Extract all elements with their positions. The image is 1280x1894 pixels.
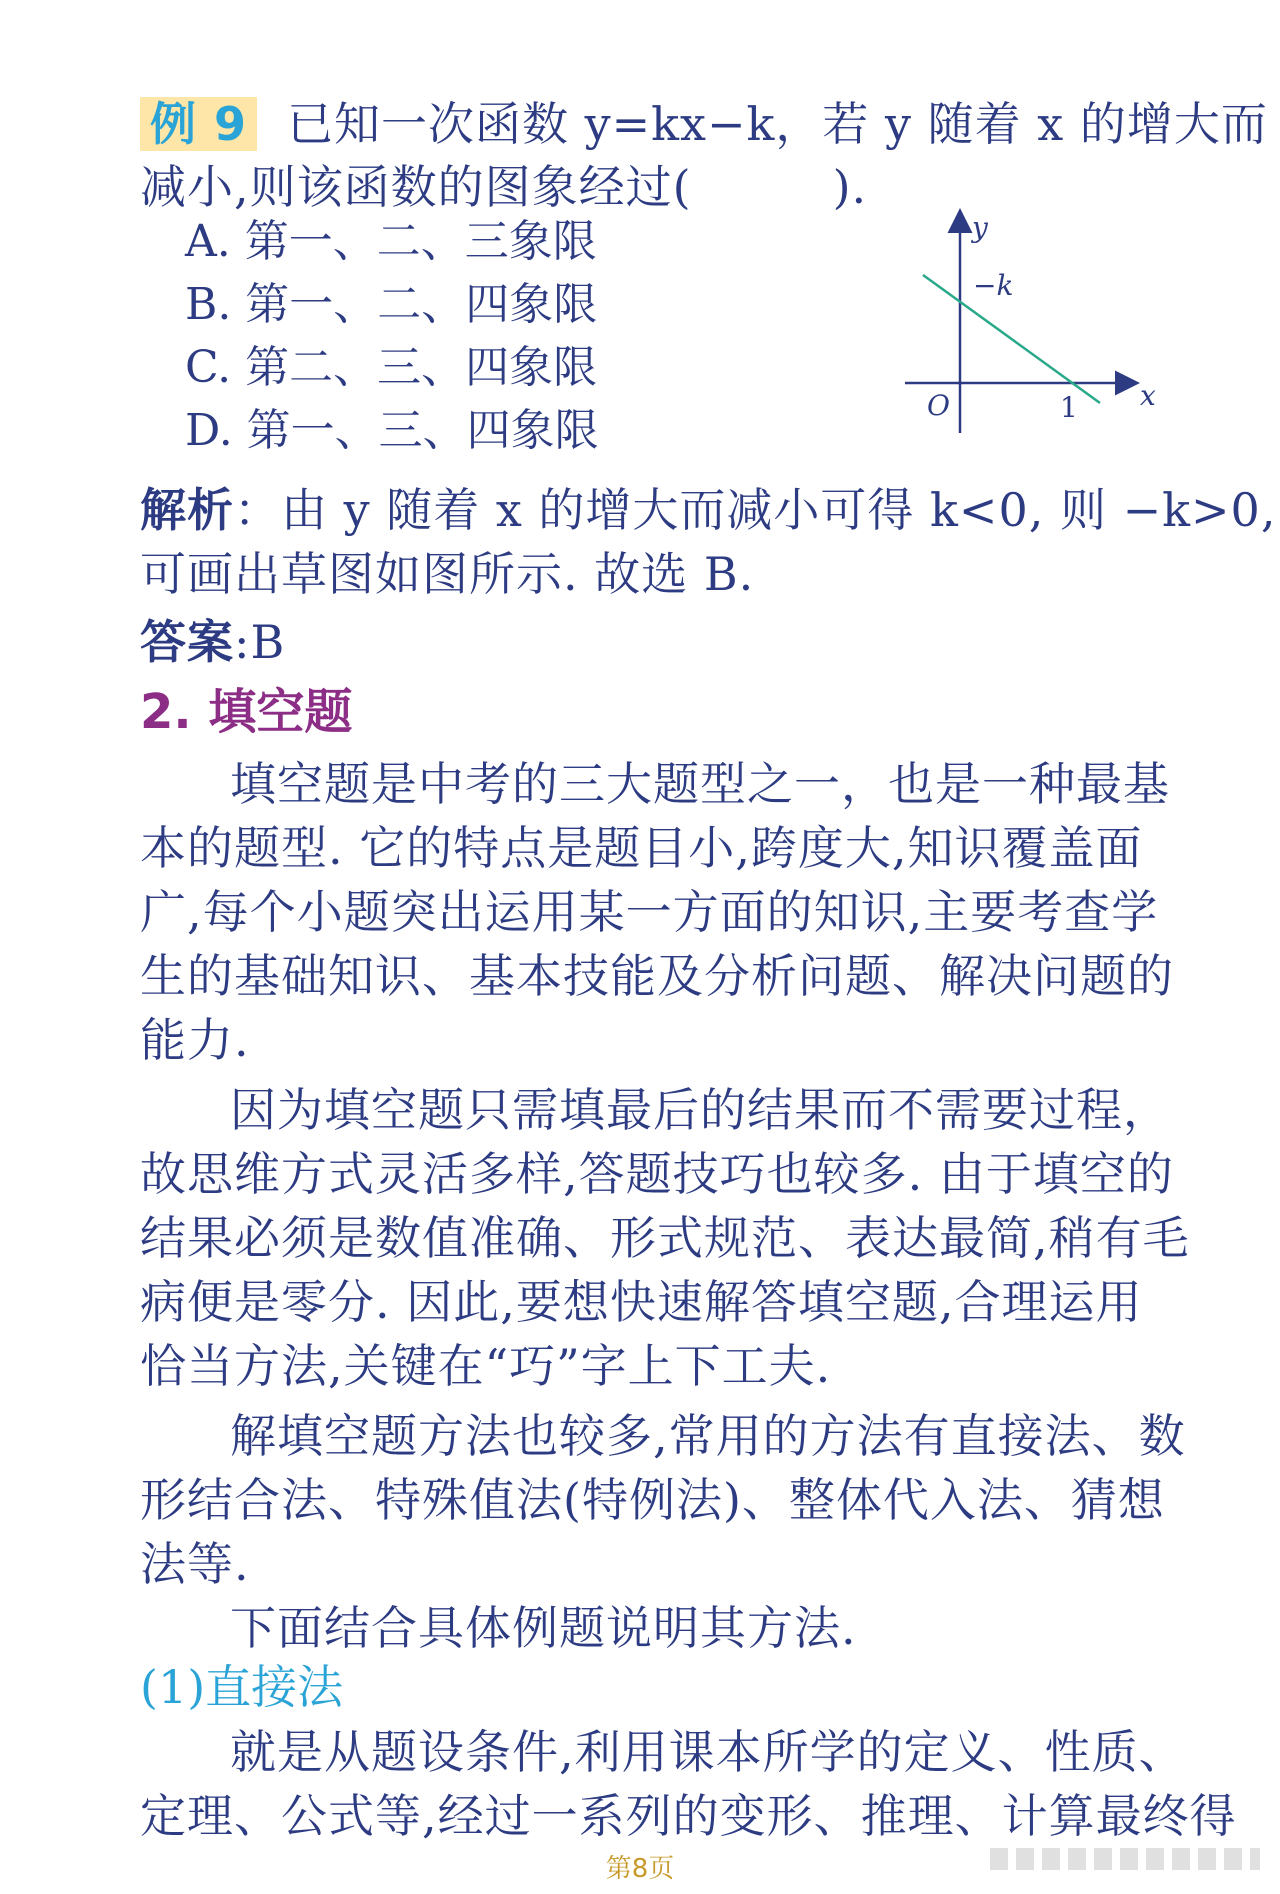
paragraph-line: 法等. [140, 1537, 250, 1591]
answer-value: :B [234, 615, 286, 669]
paragraph-line: 广,每个小题突出运用某一方面的知识,主要考查学 [140, 885, 1159, 939]
y-intercept-label: −k [973, 269, 1014, 302]
paragraph-line: 结果必须是数值准确、形式规范、表达最简,稍有毛 [140, 1211, 1190, 1265]
paragraph-line: 能力. [140, 1013, 250, 1067]
paragraph-line: 下面结合具体例题说明其方法. [230, 1601, 857, 1655]
paragraph-line: 病便是零分. 因此,要想快速解答填空题,合理运用 [140, 1275, 1143, 1329]
y-axis-label: y [972, 211, 988, 244]
analysis-text-1: ：由 y 随着 x 的增大而减小可得 k<0, 则 −k>0, [234, 483, 1277, 537]
page-number: 第8页 [605, 1854, 675, 1884]
analysis-line-2: 可画出草图如图所示. 故选 B. [140, 547, 755, 601]
paragraph-line: 定理、公式等,经过一系列的变形、推理、计算最终得 [140, 1789, 1237, 1843]
analysis-line-1 [140, 478, 1277, 542]
example-label: 例 9 [140, 97, 257, 151]
analysis-label: 解析 [140, 483, 234, 537]
x-axis-label: x [1140, 379, 1156, 412]
section-title: 2. 填空题 [140, 684, 353, 740]
origin-label: O [927, 389, 950, 422]
option-b: B. 第一、二、四象限 [185, 279, 598, 330]
scan-artifact [990, 1848, 1260, 1870]
paragraph-line: 形结合法、特殊值法(特例法)、整体代入法、猜想 [140, 1473, 1165, 1527]
paragraph-line: 生的基础知识、基本技能及分析问题、解决问题的 [140, 949, 1174, 1003]
option-c: C. 第二、三、四象限 [185, 342, 598, 393]
paragraph-line: 因为填空题只需填最后的结果而不需要过程， [230, 1083, 1170, 1137]
subsection-title: (1)直接法 [140, 1660, 344, 1714]
answer-label: 答案 [140, 615, 234, 669]
answer-line [140, 610, 1150, 674]
x-intercept-label: 1 [1060, 391, 1078, 424]
option-a: A. 第一、二、三象限 [185, 216, 597, 267]
example-question-line-1 [140, 92, 1268, 156]
paragraph-line: 故思维方式灵活多样,答题技巧也较多. 由于填空的 [140, 1147, 1174, 1201]
question-text-1: 已知一次函数 y=kx−k，若 y 随着 x 的增大而 [287, 97, 1268, 151]
paragraph-line: 填空题是中考的三大题型之一，也是一种最基 [230, 757, 1170, 811]
paragraph-line: 本的题型. 它的特点是题目小,跨度大,知识覆盖面 [140, 821, 1143, 875]
paragraph-line: 恰当方法,关键在“巧”字上下工夫. [140, 1339, 832, 1393]
paragraph-line: 就是从题设条件,利用课本所学的定义、性质、 [230, 1725, 1186, 1779]
function-graph [905, 205, 1165, 440]
option-d: D. 第一、三、四象限 [185, 405, 599, 456]
example-question-line-2: 减小,则该函数的图象经过( ). [140, 160, 868, 214]
paragraph-line: 解填空题方法也较多,常用的方法有直接法、数 [230, 1409, 1186, 1463]
